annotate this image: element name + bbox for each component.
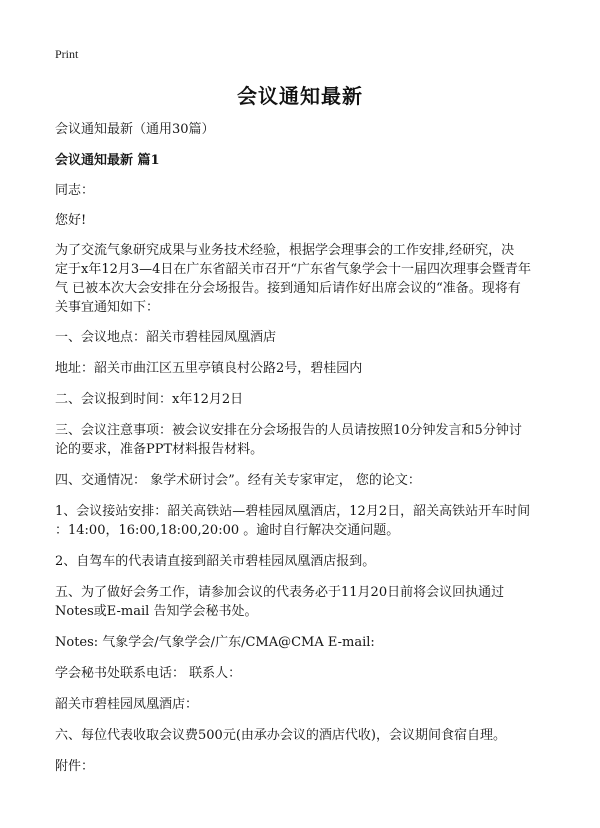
- item-6-fee: 六、每位代表收取会议费500元(由承办会议的酒店代收)，会议期间食宿自理。: [55, 728, 506, 743]
- transport-1-line-1: 1、会议接站安排：韶关高铁站—碧桂园凤凰酒店，12月2日，韶关高铁站开车时间: [55, 504, 531, 519]
- transport-1-line-2: ：14:00，16:00,18:00,20:00 。逾时自行解决交通问题。: [55, 523, 400, 538]
- contact-line: 学会秘书处联系电话： 联系人：: [55, 666, 242, 681]
- item-3-line-1: 三、会议注意事项：被会议安排在分会场报告的人员请按照10分钟发言和5分钟讨: [55, 423, 522, 438]
- transport-2: 2、自驾车的代表请直接到韶关市碧桂园凤凰酒店报到。: [55, 554, 376, 569]
- item-3-line-2: 论的要求，准备PPT材料报告材料。: [55, 442, 264, 457]
- item-2-registration: 二、会议报到时间：x年12月2日: [55, 392, 244, 407]
- item-5-line-1: 五、为了做好会务工作，请参加会议的代表务必于11月20日前将会议回执通过: [55, 585, 505, 600]
- print-link[interactable]: Print: [55, 47, 79, 61]
- greeting: 同志：: [55, 183, 95, 198]
- item-5-line-2: Notes或E-mail 告知学会秘书处。: [55, 604, 258, 619]
- hotel-line: 韶关市碧桂园凤凰酒店：: [55, 697, 199, 712]
- attachment-line: 附件：: [55, 759, 95, 774]
- section-heading: 会议通知最新 篇1: [55, 153, 160, 168]
- notes-line: Notes: 气象学会/气象学会/广东/CMA@CMA E-mail:: [55, 635, 375, 650]
- item-4-transport: 四、交通情况： 象学术研讨会”。经有关专家审定， 您的论文：: [55, 473, 421, 488]
- page-title: 会议通知最新: [237, 84, 363, 108]
- intro-line-1: 为了交流气象研究成果与业务技术经验，根据学会理事会的工作安排,经研究，决: [55, 243, 515, 258]
- item-1-location: 一、会议地点：韶关市碧桂园凤凰酒店: [55, 330, 277, 345]
- address-line: 地址：韶关市曲江区五里亭镇良村公路2号，碧桂园内: [55, 361, 363, 376]
- intro-line-2: 定于x年12月3—4日在广东省韶关市召开“广东省气象学会十一届四次理事会暨青年: [55, 262, 532, 277]
- intro-line-4: 关事宜通知如下：: [55, 300, 160, 315]
- hello-line: 您好!: [55, 213, 87, 228]
- subtitle: 会议通知最新（通用30篇）: [55, 122, 215, 137]
- intro-line-3: 气 已被本次大会安排在分会场报告。接到通知后请作好出席会议的“准备。现将有: [55, 281, 521, 296]
